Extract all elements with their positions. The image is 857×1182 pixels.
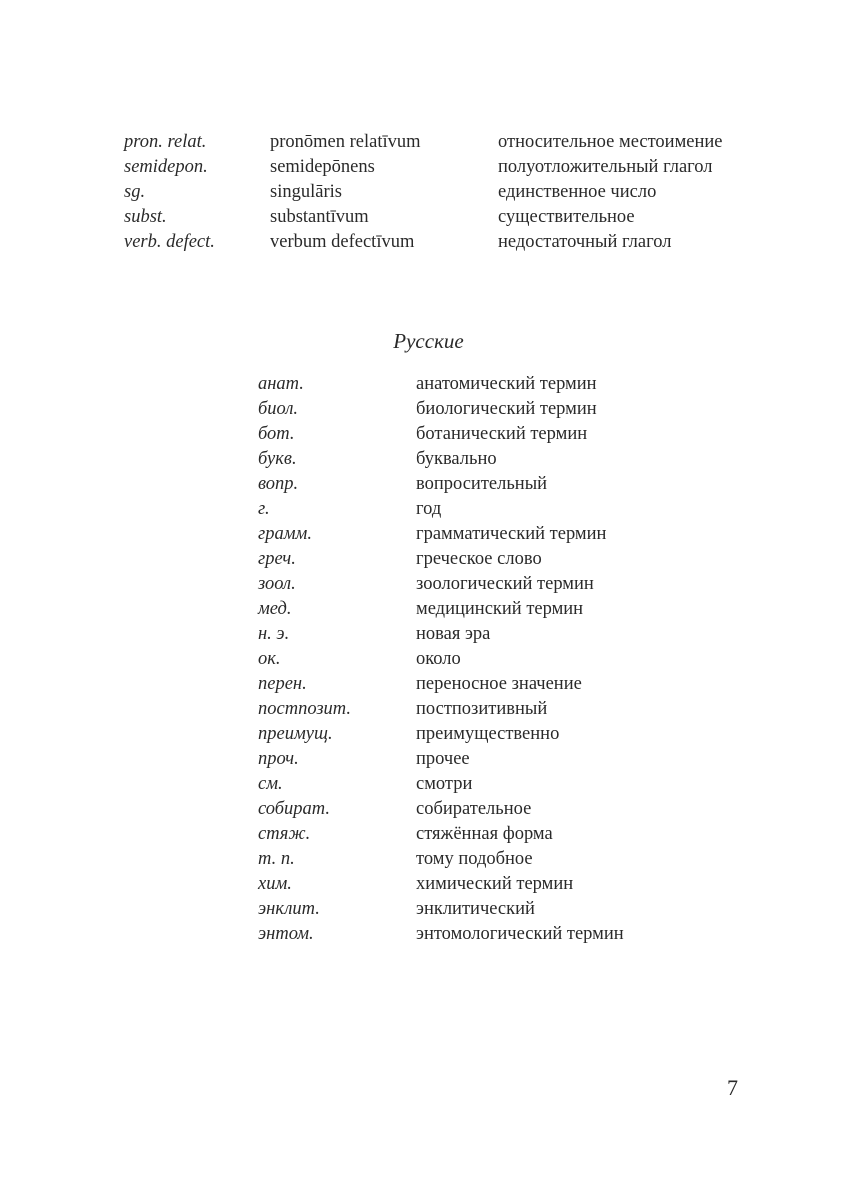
latin-abbreviation-row <box>124 230 738 255</box>
abbreviation-meaning: химический термин <box>416 874 574 894</box>
russian-translation: полуотложительный глагол <box>498 157 713 177</box>
abbreviation-meaning: новая эра <box>416 624 491 644</box>
russian-abbreviation-row <box>258 572 716 597</box>
abbreviation-meaning: зоологический термин <box>416 574 594 594</box>
latin-abbreviation: pron. relat. <box>124 132 207 152</box>
russian-abbreviation-row <box>258 897 716 922</box>
abbreviation-meaning: прочее <box>416 749 470 769</box>
russian-abbreviation: грамм. <box>258 524 312 544</box>
russian-abbreviation: т. п. <box>258 849 295 869</box>
russian-abbreviation: собират. <box>258 799 331 819</box>
russian-abbreviation-row <box>258 672 716 697</box>
abbreviation-meaning: около <box>416 649 461 669</box>
latin-full-form: verbum defectīvum <box>270 232 415 252</box>
russian-abbreviation: бот. <box>258 424 295 444</box>
abbreviation-meaning: буквально <box>416 449 497 469</box>
russian-abbreviation-row <box>258 847 716 872</box>
abbreviation-meaning: энклитический <box>416 899 535 919</box>
russian-abbreviation: греч. <box>258 549 296 569</box>
section-heading: Русские <box>393 329 464 353</box>
russian-translation: существительное <box>498 207 635 227</box>
russian-abbreviation: биол. <box>258 399 299 419</box>
russian-abbreviation-row <box>258 547 716 572</box>
latin-abbreviation: sg. <box>124 182 146 202</box>
russian-abbreviation-row <box>258 497 716 522</box>
latin-full-form: substantīvum <box>270 207 369 227</box>
abbreviation-meaning: переносное значение <box>416 674 582 694</box>
russian-abbreviation-row <box>258 372 716 397</box>
russian-abbreviation-row <box>258 922 716 947</box>
russian-abbreviation: анат. <box>258 374 304 394</box>
latin-full-form: semidepōnens <box>270 157 375 177</box>
latin-abbreviation-list <box>124 130 738 255</box>
latin-abbreviation-row <box>124 205 738 230</box>
russian-abbreviation: энтом. <box>258 924 314 944</box>
russian-abbreviation-row <box>258 772 716 797</box>
russian-abbreviation-row <box>258 872 716 897</box>
russian-abbreviation: вопр. <box>258 474 299 494</box>
russian-abbreviation-row <box>258 647 716 672</box>
abbreviation-meaning: анатомический термин <box>416 374 597 394</box>
russian-abbreviation-row <box>258 522 716 547</box>
latin-abbreviation: subst. <box>124 207 167 227</box>
abbreviation-meaning: преимущественно <box>416 724 560 744</box>
latin-abbreviation-row <box>124 155 738 180</box>
abbreviation-meaning: постпозитивный <box>416 699 548 719</box>
russian-abbreviation: г. <box>258 499 270 519</box>
russian-abbreviation-row <box>258 697 716 722</box>
russian-abbreviation: букв. <box>258 449 297 469</box>
russian-abbreviation-row <box>258 422 716 447</box>
russian-abbreviation: н. э. <box>258 624 290 644</box>
abbreviation-meaning: биологический термин <box>416 399 597 419</box>
russian-abbreviation: см. <box>258 774 283 794</box>
latin-abbreviation-row <box>124 180 738 205</box>
russian-abbreviation-row <box>258 397 716 422</box>
russian-abbreviation: ок. <box>258 649 281 669</box>
abbreviation-meaning: грамматический термин <box>416 524 607 544</box>
abbreviation-meaning: медицинский термин <box>416 599 584 619</box>
page-number: 7 <box>727 1075 738 1100</box>
latin-abbreviation: verb. defect. <box>124 232 215 252</box>
russian-translation: единственное число <box>498 182 657 202</box>
russian-abbreviation-row <box>258 822 716 847</box>
latin-abbreviation-row <box>124 130 738 155</box>
abbreviation-meaning: собирательное <box>416 799 532 819</box>
russian-abbreviation-row <box>258 447 716 472</box>
russian-abbreviation: мед. <box>258 599 292 619</box>
russian-abbreviation-row <box>258 797 716 822</box>
abbreviation-meaning: год <box>416 499 442 519</box>
russian-abbreviation-row <box>258 747 716 772</box>
latin-full-form: pronōmen relatīvum <box>270 132 421 152</box>
abbreviation-meaning: вопросительный <box>416 474 548 494</box>
russian-abbreviation-row <box>258 597 716 622</box>
abbreviation-meaning: смотри <box>416 774 473 794</box>
abbreviation-meaning: стяжённая форма <box>416 824 553 844</box>
russian-abbreviation: стяж. <box>258 824 311 844</box>
russian-abbreviation-row <box>258 622 716 647</box>
russian-abbreviation: постпозит. <box>258 699 352 719</box>
russian-abbreviation: зоол. <box>258 574 296 594</box>
abbreviation-meaning: тому подобное <box>416 849 533 869</box>
russian-abbreviation-list <box>258 372 716 947</box>
russian-abbreviation-row <box>258 472 716 497</box>
abbreviation-meaning: греческое слово <box>416 549 542 569</box>
russian-translation: недостаточный глагол <box>498 232 672 252</box>
latin-full-form: singulāris <box>270 182 342 202</box>
russian-abbreviation: хим. <box>258 874 292 894</box>
russian-translation: относительное местоимение <box>498 132 723 152</box>
russian-abbreviation: проч. <box>258 749 299 769</box>
russian-abbreviation: преимущ. <box>258 724 333 744</box>
russian-abbreviation: энклит. <box>258 899 320 919</box>
russian-abbreviation: перен. <box>258 674 307 694</box>
russian-abbreviation-row <box>258 722 716 747</box>
abbreviation-meaning: ботанический термин <box>416 424 588 444</box>
latin-abbreviation: semidepon. <box>124 157 208 177</box>
abbreviation-meaning: энтомологический термин <box>416 924 624 944</box>
